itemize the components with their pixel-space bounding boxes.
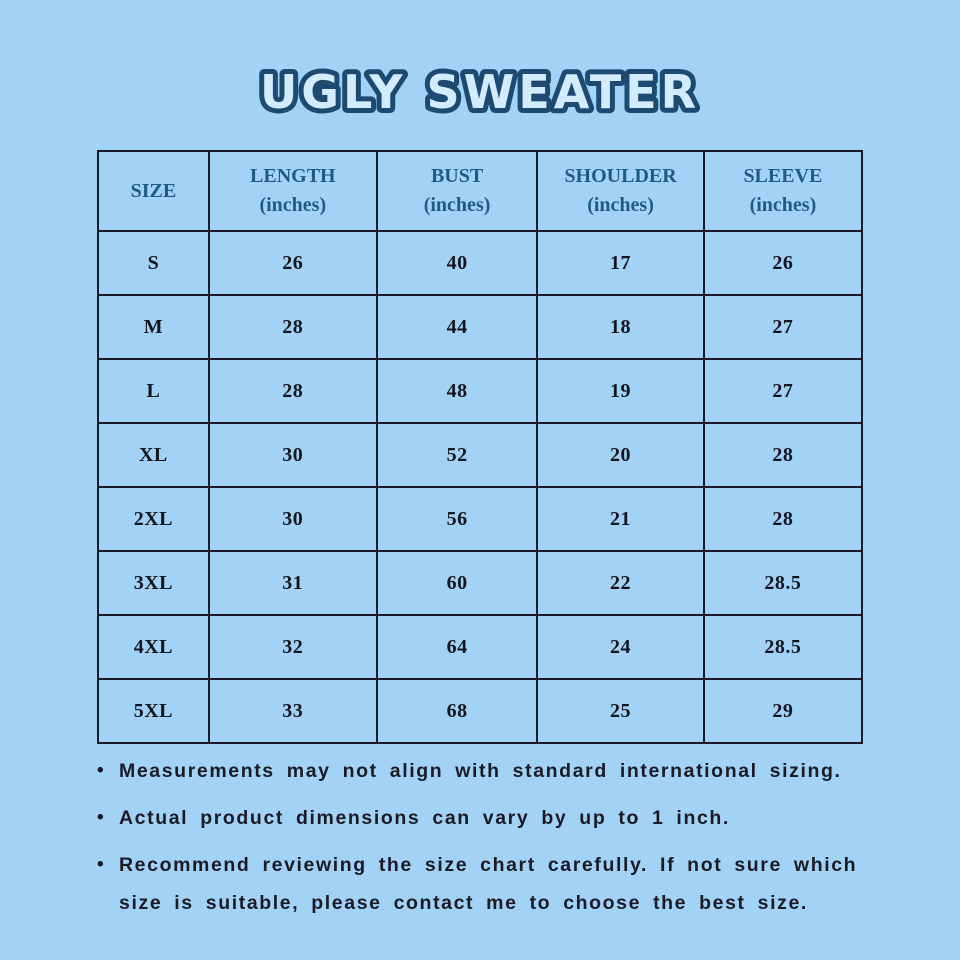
header-sleeve <box>704 151 862 231</box>
cell-sleeve: 26 <box>704 231 862 295</box>
note-item <box>97 752 887 790</box>
cell-size: 3XL <box>98 551 209 615</box>
table-row <box>98 423 862 487</box>
cell-bust: 56 <box>377 487 537 551</box>
cell-size: 4XL <box>98 615 209 679</box>
notes-list <box>97 752 887 931</box>
cell-length: 30 <box>209 423 377 487</box>
cell-sleeve: 29 <box>704 679 862 743</box>
cell-sleeve: 27 <box>704 359 862 423</box>
header-shoulder-label: SHOULDER <box>564 165 677 187</box>
cell-bust: 40 <box>377 231 537 295</box>
table-header-row <box>98 151 862 231</box>
cell-size: M <box>98 295 209 359</box>
table-row <box>98 679 862 743</box>
cell-length: 30 <box>209 487 377 551</box>
header-length <box>209 151 377 231</box>
cell-shoulder: 20 <box>537 423 704 487</box>
cell-bust: 52 <box>377 423 537 487</box>
cell-length: 33 <box>209 679 377 743</box>
cell-length: 26 <box>209 231 377 295</box>
note-item <box>97 846 887 922</box>
cell-sleeve: 28 <box>704 423 862 487</box>
note-text: Actual product dimensions can vary by up to 1 inch. <box>119 807 730 829</box>
header-shoulder <box>537 151 704 231</box>
header-sleeve-label: SLEEVE <box>743 165 823 187</box>
page-title-wrap <box>0 58 960 124</box>
cell-sleeve: 28 <box>704 487 862 551</box>
table-row <box>98 615 862 679</box>
header-size-label: SIZE <box>130 179 177 202</box>
header-length-label: LENGTH <box>250 165 336 187</box>
table-row <box>98 295 862 359</box>
cell-sleeve: 27 <box>704 295 862 359</box>
cell-shoulder: 17 <box>537 231 704 295</box>
cell-size: 5XL <box>98 679 209 743</box>
table-row <box>98 231 862 295</box>
cell-size: L <box>98 359 209 423</box>
header-shoulder-unit: (inches) <box>587 194 654 216</box>
cell-shoulder: 24 <box>537 615 704 679</box>
cell-bust: 48 <box>377 359 537 423</box>
cell-shoulder: 18 <box>537 295 704 359</box>
bullet-icon: • <box>97 760 106 781</box>
header-bust <box>377 151 537 231</box>
cell-shoulder: 22 <box>537 551 704 615</box>
page-title: UGLY SWEATER <box>259 65 701 119</box>
cell-shoulder: 25 <box>537 679 704 743</box>
header-length-unit: (inches) <box>259 194 327 216</box>
table-row <box>98 487 862 551</box>
cell-bust: 64 <box>377 615 537 679</box>
cell-size: XL <box>98 423 209 487</box>
cell-bust: 60 <box>377 551 537 615</box>
cell-length: 28 <box>209 295 377 359</box>
table-row <box>98 551 862 615</box>
table-row <box>98 359 862 423</box>
note-text: Recommend reviewing the size chart carefully. If not sure which size is suitable, please contact me to choose the best size. <box>119 854 858 914</box>
cell-bust: 68 <box>377 679 537 743</box>
bullet-icon: • <box>97 807 106 828</box>
cell-sleeve: 28.5 <box>704 551 862 615</box>
cell-bust: 44 <box>377 295 537 359</box>
cell-shoulder: 21 <box>537 487 704 551</box>
cell-size: 2XL <box>98 487 209 551</box>
header-bust-label: BUST <box>430 165 484 187</box>
header-size <box>98 151 209 231</box>
cell-length: 32 <box>209 615 377 679</box>
note-text: Measurements may not align with standard international sizing. <box>119 760 842 782</box>
size-chart-table <box>97 150 863 744</box>
note-item <box>97 799 887 837</box>
header-sleeve-unit: (inches) <box>749 194 817 216</box>
cell-sleeve: 28.5 <box>704 615 862 679</box>
cell-length: 31 <box>209 551 377 615</box>
cell-length: 28 <box>209 359 377 423</box>
cell-size: S <box>98 231 209 295</box>
bullet-icon: • <box>97 854 106 875</box>
title-bubble-art <box>130 58 830 124</box>
header-bust-unit: (inches) <box>423 194 491 216</box>
cell-shoulder: 19 <box>537 359 704 423</box>
